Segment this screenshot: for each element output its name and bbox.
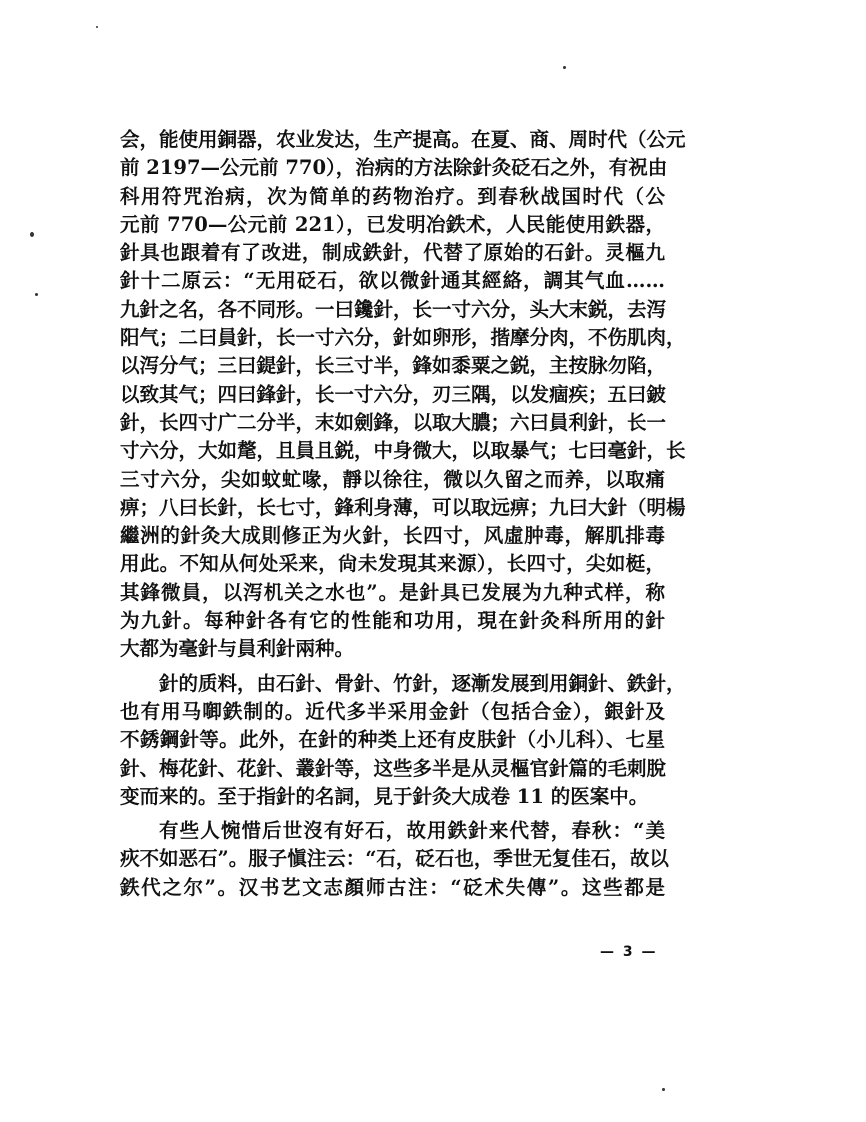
text-line: 有些人惋惜后世沒有好石，故用鉄針来代替，春秋：“美: [159, 819, 665, 843]
text-line: 疢不如恶石”。服子愼注云：“石，砭石也，季世无复佳石，故以: [120, 847, 669, 871]
scan-speck: [35, 293, 38, 296]
text-line: 变而来的。至于指針的名詞，見于針灸大成卷 11 的医案中。: [120, 784, 649, 808]
paragraph: [120, 817, 669, 902]
text-line: 会，能使用銅器，农业发达，生产提高。在夏、商、周时代（公元: [120, 128, 686, 151]
text-line: 三寸六分，尖如蚊虻喙，靜以徐往，微以久留之而养，以取痛: [120, 467, 665, 491]
body-text: [120, 126, 686, 902]
text-line: 不銹鋼針等。此外，在針的种类上还有皮肤針（小儿科）、七星: [120, 728, 665, 752]
text-line: 用此。不知从何处采来，尙未发現其来源），长四寸，尖如梃，: [120, 552, 665, 576]
scan-speck: [662, 1088, 665, 1091]
text-line: 針具也跟着有了改进，制成鉄針，代替了原始的石針。灵樞九: [120, 241, 665, 265]
text-line: 針的质料，由石針、骨針、竹針，逐漸发展到用銅針、鉄針，: [159, 671, 686, 695]
page-number: — 3 —: [600, 944, 658, 960]
text-line: 鉄代之尔”。汉书艺文志顏师古注：“砭术失傳”。这些都是: [120, 875, 665, 899]
text-line: 元前 770—公元前 221），已发明冶鉄术，人民能使用鉄器，: [120, 212, 665, 236]
text-line: 大都为毫針与員利針兩种。: [120, 637, 355, 661]
text-line: 前 2197—公元前 770），治病的方法除針灸砭石之外，有祝由: [120, 156, 668, 180]
text-line: 以致其气；四曰鋒針，长一寸六分，刃三隅，以发痼疾；五曰鈹: [120, 382, 667, 406]
text-line: 針、梅花針、花針、叢針等，这些多半是从灵樞官針篇的毛刺脫: [120, 756, 667, 780]
text-line: 科用符咒治病，次为简单的药物治疗。到春秋战国时代（公: [120, 184, 665, 208]
text-line: 其鋒微員，以泻机关之水也”。是針具已发展为九种式样，称: [120, 580, 665, 604]
scan-speck: [96, 26, 98, 28]
text-line: 針，长四寸广二分半，末如劍鋒，以取大膿；六曰員利針，长一: [120, 410, 667, 434]
scan-speck: [30, 232, 34, 237]
text-line: 繼洲的針灸大成則修正为火針，长四寸，风虛肿毒，解肌排毒: [120, 524, 665, 548]
text-line: 也有用马啣鉄制的。近代多半采用金針（包括合金），銀針及: [120, 699, 665, 723]
text-line: 阳气；二曰員針，长一寸六分，針如卵形，揩摩分肉，不伤肌肉，: [120, 326, 686, 350]
text-line: 寸六分，大如氂，且員且鋭，中身微大，以取暴气；七曰毫針，长: [120, 439, 686, 463]
text-line: 痹；八曰长針，长七寸，鋒利身薄，可以取远痹；九曰大針（明楊: [120, 495, 686, 519]
text-line: 針十二原云：“无用砭石，欲以微針通其經絡，調其气血……: [120, 269, 665, 293]
text-line: 九針之名，各不同形。一曰鑱針，长一寸六分，头大末鋭，去泻: [120, 297, 667, 321]
paragraph: [120, 670, 686, 811]
scan-speck: [563, 66, 566, 69]
paragraph: [120, 126, 686, 664]
text-line: 为九針。每种針各有它的性能和功用，現在針灸科所用的針: [120, 609, 665, 633]
text-line: 以泻分气；三曰鍉針，长三寸半，鋒如黍粟之鋭，主按脉勿陷，: [120, 354, 667, 378]
